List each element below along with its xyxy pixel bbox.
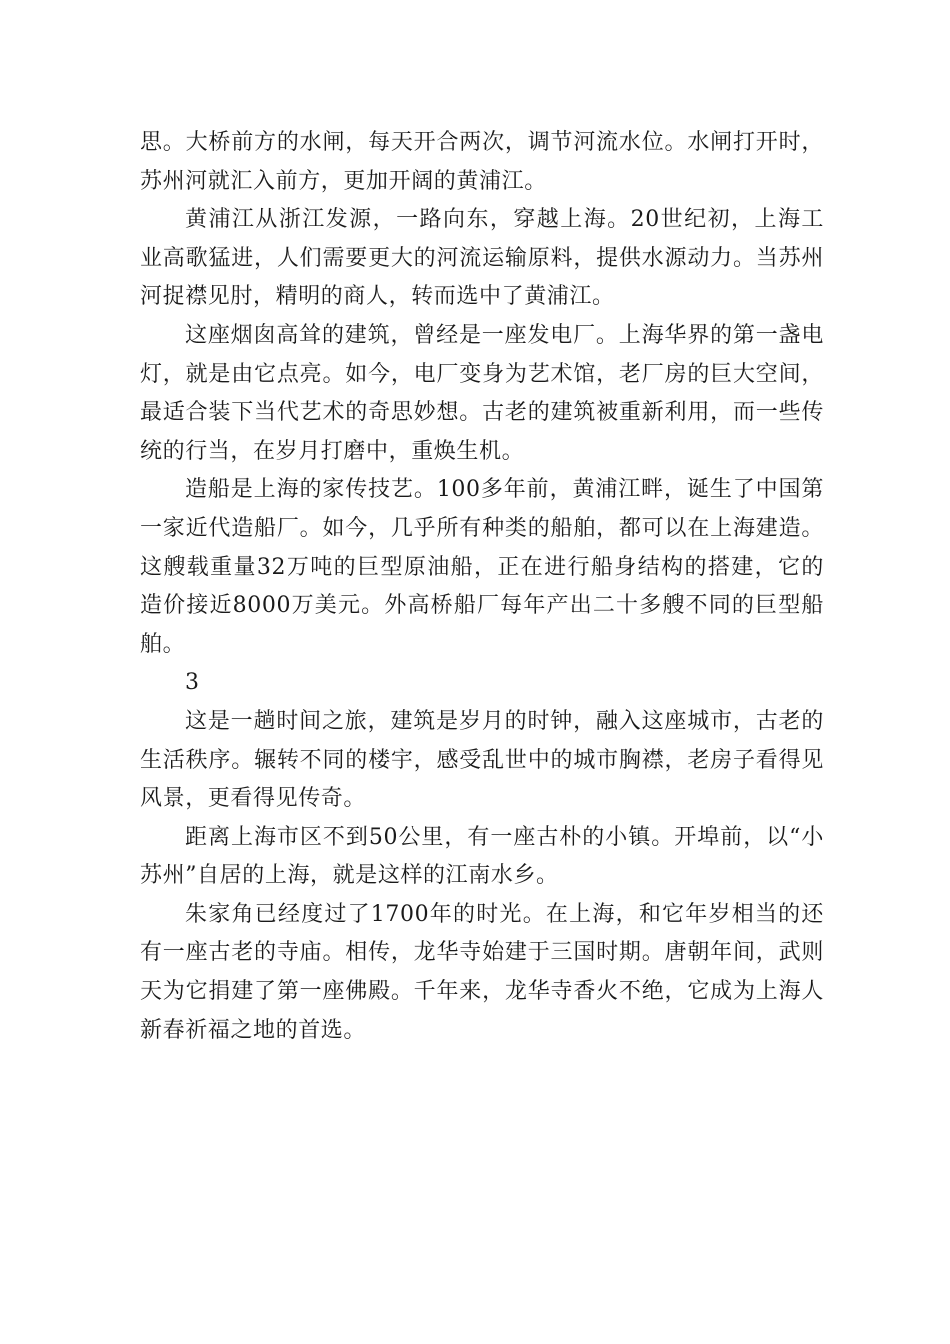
paragraph-2: 黄浦江从浙江发源，一路向东，穿越上海。20世纪初，上海工业高歌猛进，人们需要更大的河流运输原料，提供水源动力。当苏州河捉襟见肘，精明的商人，转而选中了黄浦江。: [140, 207, 824, 310]
paragraph-4: 造船是上海的家传技艺。100多年前，黄浦江畔，诞生了中国第一家近代造船厂。如今，几乎所有种类的船舶，都可以在上海建造。这艘载重量32万吨的巨型原油船，正在进行船身结构的搭建，它的造价接近8000万美元。外高桥船厂每年产出二十多艘不同的巨型船舶。: [140, 477, 824, 657]
paragraph-3: 这座烟囱高耸的建筑，曾经是一座发电厂。上海华界的第一盏电灯，就是由它点亮。如今，电厂变身为艺术馆，老厂房的巨大空间，最适合装下当代艺术的奇思妙想。古老的建筑被重新利用，而一些传统的行当，在岁月打磨中，重焕生机。: [140, 322, 824, 464]
paragraph-1: 思。大桥前方的水闸，每天开合两次，调节河流水位。水闸打开时，苏州河就汇入前方，更加开阔的黄浦江。: [140, 130, 824, 194]
paragraph-6: 距离上海市区不到50公里，有一座古朴的小镇。开埠前，以“小苏州”自居的上海，就是这样的江南水乡。: [140, 824, 824, 889]
paragraph-5: 这是一趟时间之旅，建筑是岁月的时钟，融入这座城市，古老的生活秩序。辗转不同的楼宇，感受乱世中的城市胸襟，老房子看得见风景，更看得见传奇。: [140, 708, 824, 812]
section-number: 3: [185, 670, 200, 696]
document-body: [140, 124, 824, 1050]
paragraph-7: 朱家角已经度过了1700年的时光。在上海，和它年岁相当的还有一座古老的寺庙。相传，龙华寺始建于三国时期。唐朝年间，武则天为它捐建了第一座佛殿。千年来，龙华寺香火不绝，它成为上海人新春祈福之地的首选。: [140, 901, 824, 1043]
